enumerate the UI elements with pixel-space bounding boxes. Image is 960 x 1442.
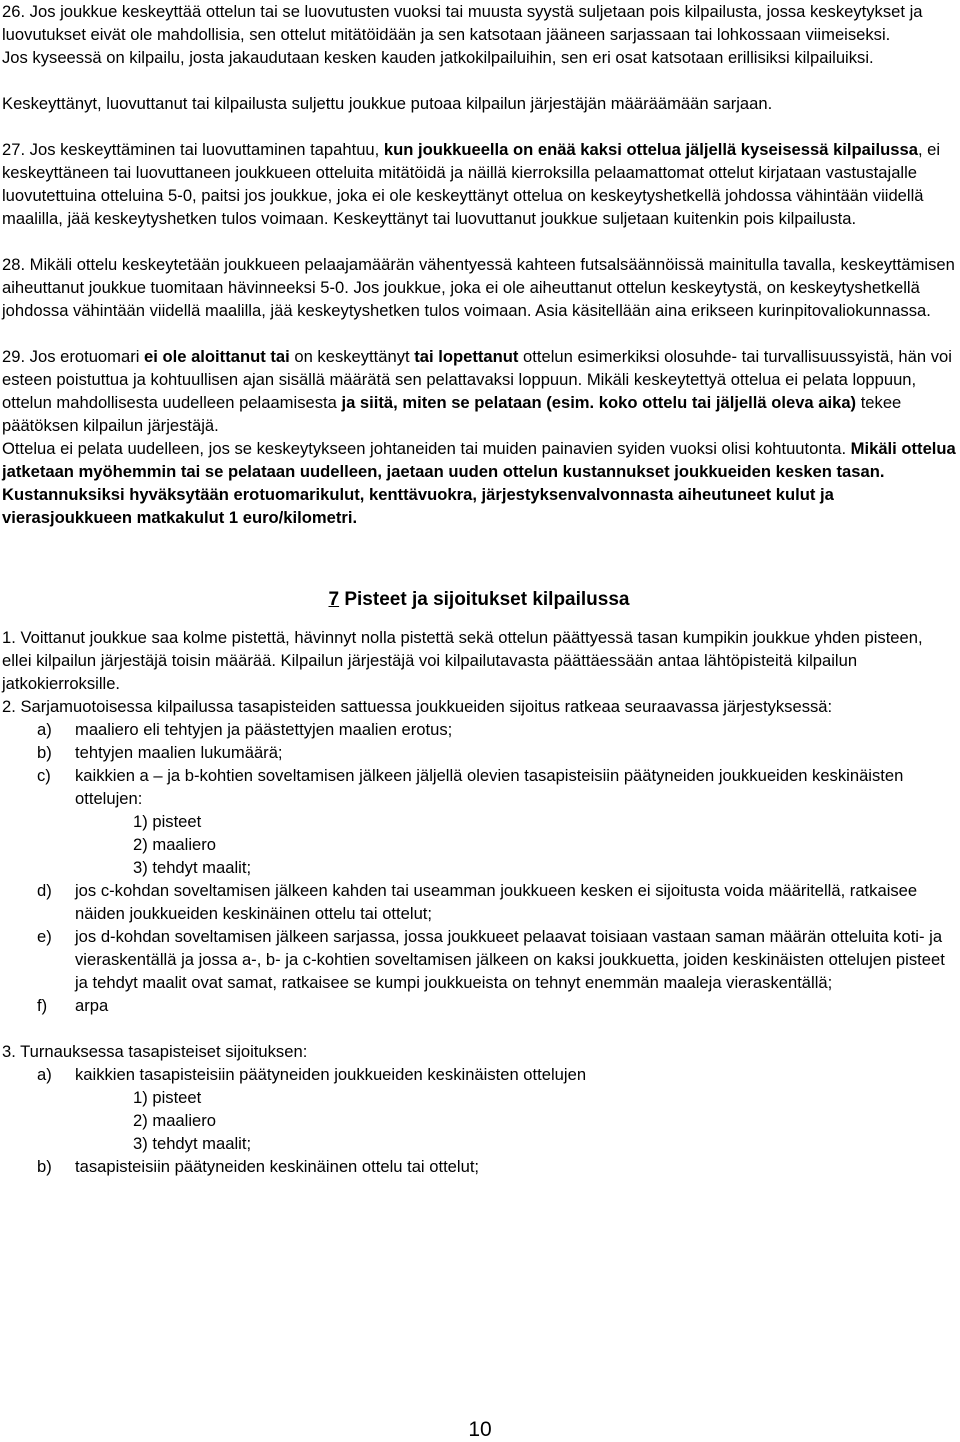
list-item: b) tehtyjen maalien lukumäärä; xyxy=(37,743,283,762)
paragraph-26-continuation: Jos kyseessä on kilpailu, josta jakaudutaan kesken kauden jatkokilpailuihin, sen eri osat katsotaan erillisiksi kilpailuiksi. xyxy=(2,48,874,67)
list-item: a) kaikkien tasapisteisiin päätyneiden joukkueiden keskinäisten ottelujen xyxy=(37,1065,587,1084)
paragraph-26-relegation: Keskeyttänyt, luovuttanut tai kilpailusta suljettu joukkue putoaa kilpailun järjestäjän määräämään sarjaan. xyxy=(2,94,773,113)
page-number: 10 xyxy=(468,1418,492,1441)
list-item: f) arpa xyxy=(37,996,109,1015)
rule-1: 1. Voittanut joukkue saa kolme pistettä, hävinnyt nolla pistettä sekä ottelun päättyessä tasan kumpikin joukkue yhden pisteen, ellei kilpailun järjestäjä toisin määrää. Kilpailun järjestäjä voi kilpailutavasta päättäessään antaa lähtöpisteitä kilpailun jatkokierroksille. xyxy=(2,628,923,693)
sub-item: 2) maaliero xyxy=(133,835,217,854)
paragraph-29-continuation: Ottelua ei pelata uudelleen, jos se keskeytykseen johtaneiden tai muiden painavien syiden vuoksi olisi kohtuutonta. Mikäli ottelua jatketaan myöhemmin tai se pelataan uudelleen, jaetaan uuden ottelun kustannukset joukkueiden kesken tasan. Kustannuksiksi hyväksytään erotuomarikulut, kenttävuokra, järjestyksenvalvonnasta aiheutuneet kulut ja vierasjoukkueen matkakulut 1 euro/kilometri. xyxy=(2,439,956,527)
paragraph-29: 29. Jos erotuomari ei ole aloittanut tai on keskeyttänyt tai lopettanut ottelun esimerkiksi olosuhde- tai turvallisuussyistä, hän voi esteen poistuttua ja kohtuullisen ajan sisällä määrätä sen pelattavaksi loppuun. Mikäli keskeytettyä ottelua ei pelata loppuun, ottelun mahdollisesta uudelleen pelaamisesta ja siitä, miten se pelataan (esim. koko ottelu tai jäljellä oleva aika) tekee päätöksen kilpailun järjestäjä. xyxy=(2,347,952,435)
sub-item: 3) tehdyt maalit; xyxy=(133,1134,252,1153)
list-item: e) jos d-kohdan soveltamisen jälkeen sarjassa, jossa joukkueet pelaavat toisiaan vastaan saman määrän otteluita koti- ja vieraskentällä ja jossa a-, b- ja c-kohtien soveltamisen jälkeen on kaksi joukkuetta, joiden keskinäisten ottelujen pisteet ja tehdyt maalit ovat samat, ratkaisee se kumpi joukkueista on tehnyt enemmän maaleja vieraskentällä; xyxy=(37,927,945,992)
sub-item: 1) pisteet xyxy=(133,812,202,831)
list-item: b) tasapisteisiin päätyneiden keskinäinen ottelu tai ottelut; xyxy=(37,1157,480,1176)
list-item: a) maaliero eli tehtyjen ja päästettyjen maalien erotus; xyxy=(37,720,453,739)
section-number: 7 xyxy=(328,589,340,610)
list-item: d) jos c-kohdan soveltamisen jälkeen kahden tai useamman joukkueen kesken ei sijoitusta voida määritellä, ratkaisee näiden joukkueiden keskinäinen ottelu tai ottelut; xyxy=(37,881,918,923)
sub-item: 1) pisteet xyxy=(133,1088,202,1107)
paragraph-27: 27. Jos keskeyttäminen tai luovuttaminen tapahtuu, kun joukkueella on enää kaksi ottelua jäljellä kyseisessä kilpailussa, ei keskeyttäneen tai luovuttaneen joukkueen otteluita mitätöidä ja näillä kierroksilla pelaamattomat ottelut kirjataan vastustajalle luovutettuina otteluina 5-0, paitsi jos joukkue, joka ei ole keskeyttänyt ottelua on keskeytyshetkellä johdossa vähintään viidellä maalilla, jää keskeytyshetken tulos voimaan. Keskeyttänyt tai luovuttanut joukkue suljetaan kuitenkin pois kilpailusta. xyxy=(2,140,941,228)
section-heading xyxy=(2,587,956,612)
paragraph-28: 28. Mikäli ottelu keskeytetään joukkueen pelaajamäärän vähentyessä kahteen futsalsäännöissä mainitulla tavalla, keskeyttämisen aiheuttanut joukkue tuomitaan hävinneeksi 5-0. Jos joukkue, joka ei ole aiheuttanut ottelun keskeytystä, on keskeytyshetkellä johdossa vähintään viidellä maalilla, jää keskeytyshetken tulos voimaan. Asia käsitellään aina erikseen kurinpitovaliokunnassa. xyxy=(2,255,955,320)
sub-item: 3) tehdyt maalit; xyxy=(133,858,252,877)
rule-2-intro: 2. Sarjamuotoisessa kilpailussa tasapisteiden sattuessa joukkueiden sijoitus ratkeaa seuraavassa järjestyksessä: xyxy=(2,697,833,716)
paragraph-26: 26. Jos joukkue keskeyttää ottelun tai se luovutusten vuoksi tai muusta syystä suljetaan pois kilpailusta, jossa keskeytykset ja luovutukset eivät ole mahdollisia, sen ottelut mitätöidään ja sen katsotaan jääneen sarjassaan tai lohkossaan viimeiseksi. xyxy=(2,2,923,44)
list-item: c) kaikkien a – ja b-kohtien soveltamisen jälkeen jäljellä olevien tasapisteisiin päätyneiden joukkueiden keskinäisten ottelujen: xyxy=(37,766,904,808)
sub-item: 2) maaliero xyxy=(133,1111,217,1130)
section-title: Pisteet ja sijoitukset kilpailussa xyxy=(339,589,630,610)
rule-3-intro: 3. Turnauksessa tasapisteiset sijoituksen: xyxy=(2,1042,308,1061)
